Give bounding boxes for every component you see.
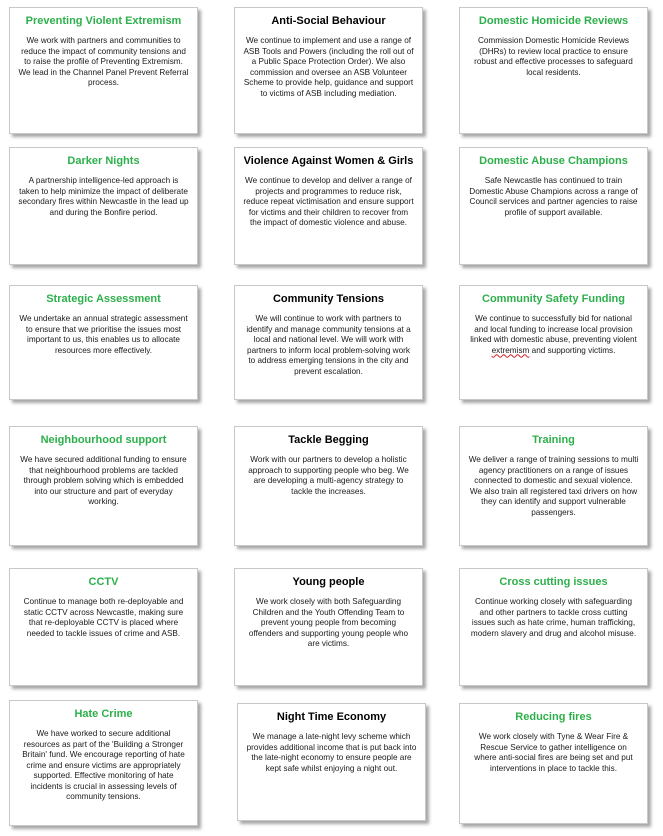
card-strategic-assessment [9,285,198,400]
card-body: We continue to implement and use a range of ASB Tools and Powers (including the roll out of a Public Space Protection Order). We also commission and oversee an ASB Volunteer Scheme to provide help, guidance and support to victims of ASB including mediation. [243,36,414,98]
card-title: Community Safety Funding [482,293,625,305]
card-title: Community Tensions [272,293,385,305]
card-darker-nights [9,147,198,265]
card-title: Anti-Social Behaviour [271,15,386,27]
card-body: We have secured additional funding to ensure that neighbourhood problems are tackled through problem solving which is embedded into our structure and part of everyday working. [20,455,187,506]
card-training [459,426,648,546]
card-body: Continue working closely with safeguarding and other partners to tackle cross cutting issues such as hate crime, human trafficking, modern slavery and drug and alcohol misuse. [470,597,637,638]
spellcheck-marked-word: extremism [491,345,530,355]
card-title: Neighbourhood support [40,434,167,446]
card-title: Domestic Abuse Champions [479,155,628,167]
card-title: Cross cutting issues [499,576,608,588]
card-body: We work closely with Tyne & Wear Fire & Rescue Service to gather intelligence on where anti-social fires are being set and put interventions in place to tackle this. [474,732,633,773]
card-night-time-economy [237,703,426,821]
card-body: We will continue to work with partners to identify and manage community tensions at a local and national level. We will work with partners to inform local problem-solving work to address emerging tensions in the city and prevent escalation. [246,314,411,376]
card-body: Safe Newcastle has continued to train Domestic Abuse Champions across a range of Council services and partner agencies to raise profile of support available. [469,176,638,217]
card-violence-against-women-girls [234,147,423,265]
card-hate-crime [9,700,198,826]
card-domestic-abuse-champions [459,147,648,265]
card-body: Work with our partners to develop a holistic approach to supporting people who beg. We are developing a multi-agency strategy to tackle the increases. [248,455,409,496]
card-title: Preventing Violent Extremism [25,15,182,27]
card-community-tensions [234,285,423,400]
card-cctv [9,568,198,686]
card-title: Tackle Begging [288,434,369,446]
card-body: We work with partners and communities to reduce the impact of community tensions and to raise the profile of Preventing Extremism. We lead in the Channel Panel Prevent Referral process. [18,36,189,87]
card-body: We continue to develop and deliver a range of projects and programmes to reduce risk, reduce repeat victimisation and ensure support for victims and their children to recover from the impact of domestic violence and abuse. [243,176,414,227]
card-title: Violence Against Women & Girls [243,155,414,167]
card-body [468,314,639,356]
card-title: Darker Nights [67,155,140,167]
card-title: Young people [292,576,365,588]
card-title: Strategic Assessment [46,293,161,305]
card-body: We work closely with both Safeguarding Children and the Youth Offending Team to prevent young people from becoming offenders and supporting young people who are victims. [248,597,409,648]
card-title: CCTV [88,576,119,588]
card-body-text: and supporting victims. [529,345,616,355]
card-preventing-violent-extremism [9,7,198,134]
card-title: Night Time Economy [276,711,387,723]
card-body: A partnership intelligence-led approach is taken to help minimize the impact of deliberate secondary fires within Newcastle in the lead up and during the Bonfire period. [18,176,189,217]
card-title: Training [532,434,575,446]
card-title: Domestic Homicide Reviews [478,15,629,27]
card-body: We deliver a range of training sessions to multi agency practitioners on a range of issues connected to domestic and sexual violence. We also train all registered taxi drivers on how they can identify and support vulnerable passengers. [468,455,639,517]
card-body-text: We continue to successfully bid for national and local funding to increase local provision linked with domestic abuse, preventing violent [470,314,637,344]
card-anti-social-behaviour [234,7,423,134]
card-body: Commission Domestic Homicide Reviews (DHRs) to review local practice to ensure robust and effective processes to safeguard local residents. [474,36,633,77]
card-cross-cutting-issues [459,568,648,686]
card-title: Hate Crime [74,708,133,720]
card-body: We undertake an annual strategic assessment to ensure that we prioritise the issues most important to us, this enables us to allocate resources more effectively. [19,314,188,355]
card-tackle-begging [234,426,423,546]
card-young-people [234,568,423,686]
card-domestic-homicide-reviews [459,7,648,134]
card-title: Reducing fires [515,711,592,723]
card-neighbourhood-support [9,426,198,546]
card-body: We manage a late-night levy scheme which provides additional income that is put back into the late-night economy to ensure people are kept safe whilst enjoying a night out. [246,732,417,773]
card-reducing-fires [459,703,648,824]
card-body: We have worked to secure additional resources as part of the 'Building a Stronger Britain' fund. We encourage reporting of hate crime and ensure victims are appropriately supported. Effective monitoring of hate incidents is crucial in assessing levels of community tensions. [22,729,185,801]
card-community-safety-funding [459,285,648,400]
card-body: Continue to manage both re-deployable and static CCTV across Newcastle, making sure that re-deployable CCTV is placed where needed to tackle issues of crime and ASB. [23,597,184,638]
